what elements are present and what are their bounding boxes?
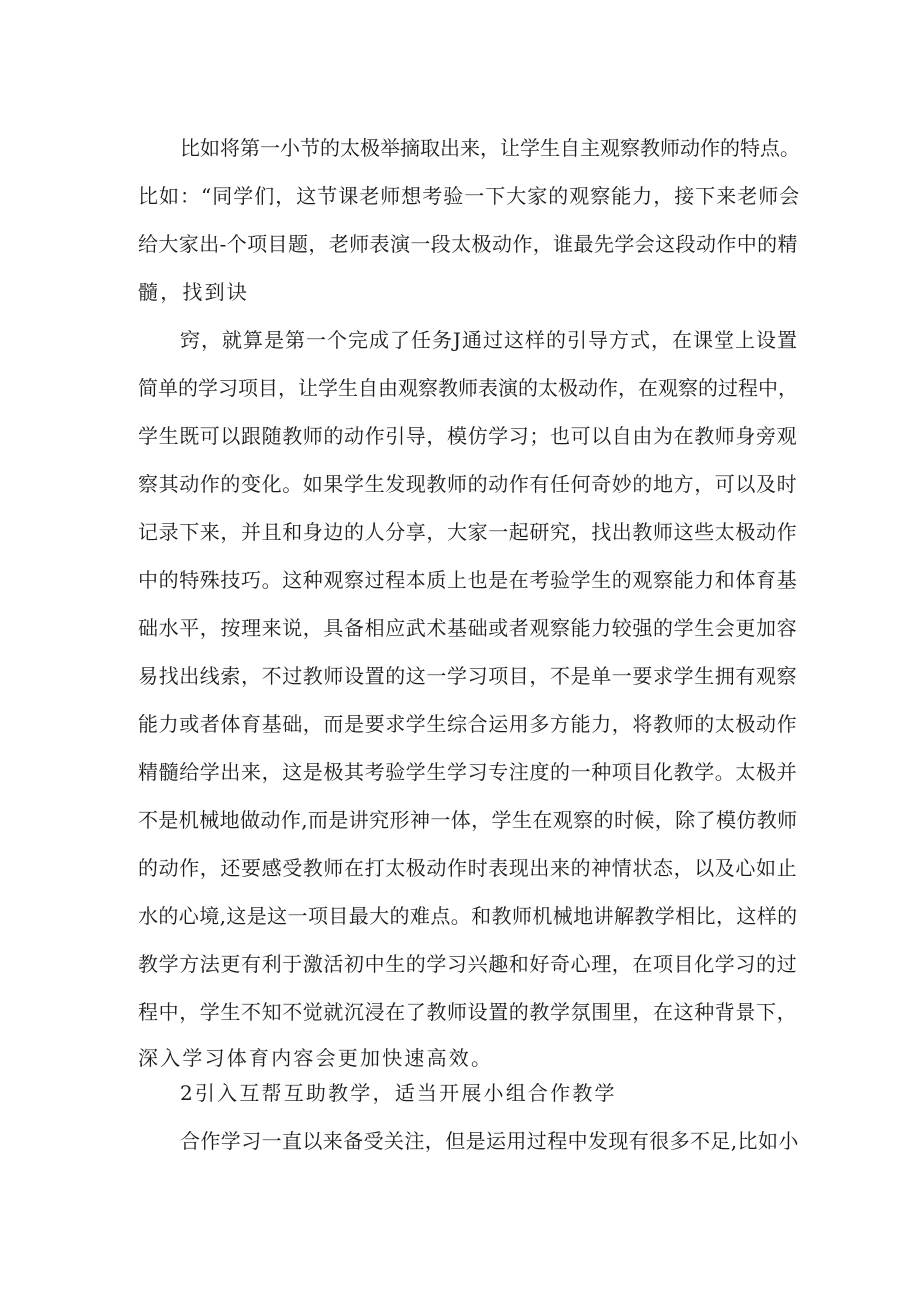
paragraph-line: 中的特殊技巧。这种观察过程本质上也是在考验学生的观察能力和体育基	[138, 568, 798, 592]
paragraph-line: 比如将第一小节的太极举摘取出来，让学生自主观察教师动作的特点。	[180, 136, 800, 160]
paragraph-line: 深入学习体育内容会更加快速高效。	[138, 1046, 494, 1070]
paragraph-line: 精髓给学出来，这是极其考验学生学习专注度的一种项目化教学。太极并	[138, 760, 798, 784]
paragraph-line: 水的心境,这是这一项目最大的难点。和教师机械地讲解教学相比，这样的	[138, 904, 798, 928]
paragraph-line: 窍，就算是第一个完成了任务J通过这样的引导方式，在课堂上设置	[180, 328, 799, 352]
paragraph-line: 易找出线索，不过教师设置的这一学习项目，不是单一要求学生拥有观察	[138, 664, 798, 688]
paragraph-line: 础水平，按理来说，具备相应武术基础或者观察能力较强的学生会更加容	[138, 616, 798, 640]
paragraph-line: 的动作，还要感受教师在打太极动作时表现出来的神情状态，以及心如止	[138, 856, 798, 880]
paragraph-line: 髓，找到诀	[138, 280, 249, 304]
section-heading: 2引入互帮互助教学，适当开展小组合作教学	[180, 1081, 617, 1105]
paragraph-line: 不是机械地做动作,而是讲究形神一体，学生在观察的时候，除了模仿教师	[138, 808, 798, 832]
paragraph-line: 学生既可以跟随教师的动作引导，模仿学习；也可以自由为在教师身旁观	[138, 424, 798, 448]
paragraph-line: 比如：“同学们，这节课老师想考验一下大家的观察能力，接下来老师会	[138, 184, 801, 208]
paragraph-line: 记录下来，并且和身边的人分享，大家一起研究，找出教师这些太极动作	[138, 520, 798, 544]
paragraph-line: 察其动作的变化。如果学生发现教师的动作有任何奇妙的地方，可以及时	[138, 472, 798, 496]
paragraph-line: 能力或者体育基础，而是要求学生综合运用多方能力，将教师的太极动作	[138, 712, 798, 736]
paragraph-line: 教学方法更有利于激活初中生的学习兴趣和好奇心理，在项目化学习的过	[138, 952, 798, 976]
paragraph-line: 合作学习一直以来备受关注，但是运用过程中发现有很多不足,比如小	[180, 1129, 799, 1153]
paragraph-line: 给大家出-个项目题，老师表演一段太极动作，谁最先学会这段动作中的精	[138, 232, 798, 256]
paragraph-line: 程中，学生不知不觉就沉浸在了教师设置的教学氛围里，在这种背景下，	[138, 1000, 798, 1024]
paragraph-line: 简单的学习项目，让学生自由观察教师表演的太极动作，在观察的过程中，	[138, 376, 798, 400]
